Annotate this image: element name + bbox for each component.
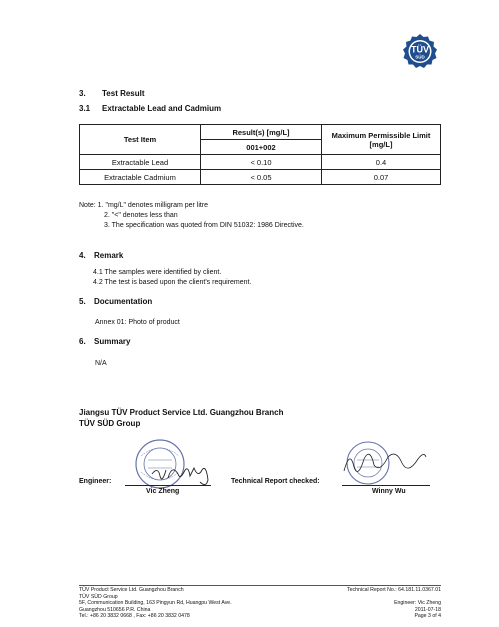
section6-title: Summary [94, 337, 131, 346]
section6-number: 6. [79, 337, 86, 346]
footer-left-line: TÜV Product Service Ltd. Guangzhou Branch [79, 587, 184, 593]
footer-left-line: Guangzhou 510656 P.R. China [79, 606, 151, 613]
remark-item-1: 4.1 The samples were identified by client. [93, 269, 222, 276]
row-result: < 0.05 [201, 170, 322, 185]
section3-title: Test Result [102, 89, 145, 98]
footer-spacer [300, 594, 441, 601]
row-item: Extractable Cadmium [80, 170, 201, 185]
section3-1-title: Extractable Lead and Cadmium [102, 104, 222, 113]
col-result: Result(s) [mg/L] [201, 125, 322, 140]
summary-body: N/A [95, 360, 107, 367]
footer-divider [79, 585, 441, 586]
row-item: Extractable Lead [80, 155, 201, 170]
checked-label: Technical Report checked: [231, 478, 320, 485]
note-line-3: 3. The specification was quoted from DIN 51032: 1986 Directive. [104, 222, 304, 229]
logo-text-top: TÜV [411, 44, 429, 55]
footer-page: Page 3 of 4 [414, 613, 441, 620]
footer-report-number: Technical Report No.: 64.181.11.0367.01 [347, 587, 441, 593]
engineer-label: Engineer: [79, 478, 112, 485]
footer-left-line: 5F, Communication Building, 163 Pingyun Rd, Huangpu West Ave. [79, 600, 232, 607]
table-row [80, 170, 441, 185]
table-row [80, 155, 441, 170]
section5-title: Documentation [94, 297, 153, 306]
tuv-sud-logo [401, 33, 439, 71]
footer-engineer: Engineer: Vic Zheng [394, 600, 441, 607]
remark-item-2: 4.2 The test is based upon the client's requirement. [93, 279, 252, 286]
checker-signature [340, 445, 430, 481]
results-table [79, 124, 441, 185]
note-line-2: 2. "<" denotes less than [104, 212, 178, 219]
company-group: TÜV SÜD Group [79, 419, 141, 428]
checker-signature-line [342, 485, 430, 486]
row-limit: 0.4 [322, 155, 441, 170]
col-test-item: Test Item [80, 125, 201, 155]
section4-number: 4. [79, 251, 86, 260]
col-result-sample: 001+002 [201, 140, 322, 155]
col-limit: Maximum Permissible Limit [mg/L] [322, 125, 441, 155]
row-limit: 0.07 [322, 170, 441, 185]
documentation-body: Annex 01: Photo of product [95, 319, 180, 326]
footer-left [79, 587, 309, 620]
footer-left-line: Tel.: +86 20 3832 0668 , Fax: +86 20 3832 0478 [79, 613, 190, 620]
logo-text-bottom: SÜD [415, 54, 425, 60]
section4-title: Remark [94, 251, 124, 260]
row-result: < 0.10 [201, 155, 322, 170]
section3-1-number: 3.1 [79, 104, 91, 113]
section5-number: 5. [79, 297, 86, 306]
note-line-1: Note: 1. "mg/L" denotes milligram per litre [79, 202, 209, 209]
section3-number: 3. [79, 89, 86, 98]
checker-name: Winny Wu [372, 488, 406, 495]
footer-left-line: TÜV SÜD Group [79, 593, 118, 600]
footer-date: 2011-07-18 [414, 606, 441, 613]
engineer-name: Vic Zheng [146, 488, 180, 495]
company-name: Jiangsu TÜV Product Service Ltd. Guangzhou Branch [79, 408, 284, 417]
engineer-signature-line [125, 485, 211, 486]
footer-right [300, 587, 441, 620]
